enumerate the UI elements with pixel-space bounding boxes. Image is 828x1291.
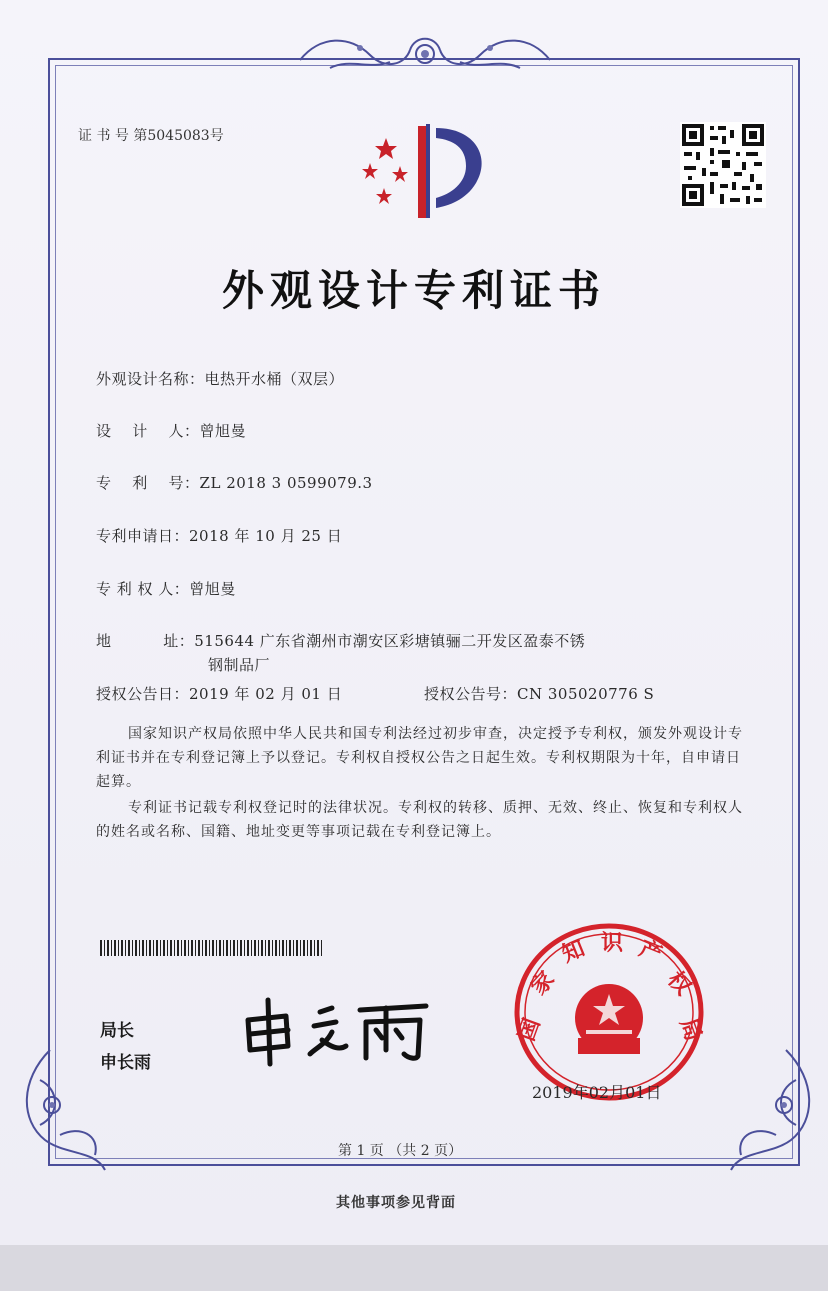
patent-number-field: 专 利 号：ZL 2018 3 0599079.3 bbox=[96, 474, 373, 492]
bottom-right-ornament-icon bbox=[716, 1040, 826, 1180]
legal-paragraph-1: 国家知识产权局依照中华人民共和国专利法经过初步审查，决定授予专利权，颁发外观设计专利证书并在专利登记簿上予以登记。专利权自授权公告之日起生效。专利权期限为十年，自申请日起算。 bbox=[96, 726, 743, 790]
svg-text:权: 权 bbox=[662, 967, 696, 1001]
qr-code-icon[interactable] bbox=[680, 122, 766, 208]
patent-office-logo-icon bbox=[356, 118, 492, 224]
barcode-icon bbox=[100, 940, 322, 956]
patentee-field: 专 利 权 人：曾旭曼 bbox=[96, 580, 236, 598]
official-seal-icon bbox=[512, 922, 706, 1102]
page-indicator: 第 1 页 （共 2 页） bbox=[338, 1143, 463, 1159]
svg-text:识: 识 bbox=[600, 931, 624, 956]
svg-text:知: 知 bbox=[558, 936, 589, 968]
certificate-title: 外观设计专利证书 bbox=[222, 266, 607, 315]
director-name: 申长雨 bbox=[100, 1053, 151, 1073]
address-field-continued: 钢制品厂 bbox=[208, 656, 271, 674]
background-strip bbox=[0, 1245, 828, 1291]
certificate-number: 证 书 号 第5045083号 bbox=[78, 128, 224, 144]
seal-date: 2019年02月01日 bbox=[532, 1083, 662, 1102]
address-field: 地 址：515644 广东省潮州市潮安区彩塘镇骊二开发区盈泰不锈 bbox=[96, 632, 586, 650]
svg-text:产: 产 bbox=[635, 936, 666, 968]
top-ornament-icon bbox=[290, 30, 560, 80]
footer-note: 其他事项参见背面 bbox=[336, 1195, 456, 1211]
designer-field: 设 计 人：曾旭曼 bbox=[96, 422, 247, 440]
svg-text:国: 国 bbox=[514, 1015, 546, 1045]
svg-text:局: 局 bbox=[674, 1015, 706, 1045]
director-signature-icon bbox=[236, 992, 436, 1068]
grant-date-field: 授权公告日：2019 年 02 月 01 日 bbox=[96, 685, 343, 703]
legal-paragraph-2: 专利证书记载专利权登记时的法律状况。专利权的转移、质押、无效、终止、恢复和专利权人的姓名或名称、国籍、地址变更等事项记载在专利登记簿上。 bbox=[96, 800, 743, 840]
director-title: 局长 bbox=[100, 1021, 134, 1041]
grant-number-field: 授权公告号：CN 305020776 S bbox=[424, 685, 655, 703]
filing-date-field: 专利申请日：2018 年 10 月 25 日 bbox=[96, 527, 343, 545]
design-name-field: 外观设计名称：电热开水桶（双层） bbox=[96, 370, 345, 388]
svg-text:家: 家 bbox=[526, 967, 560, 1001]
